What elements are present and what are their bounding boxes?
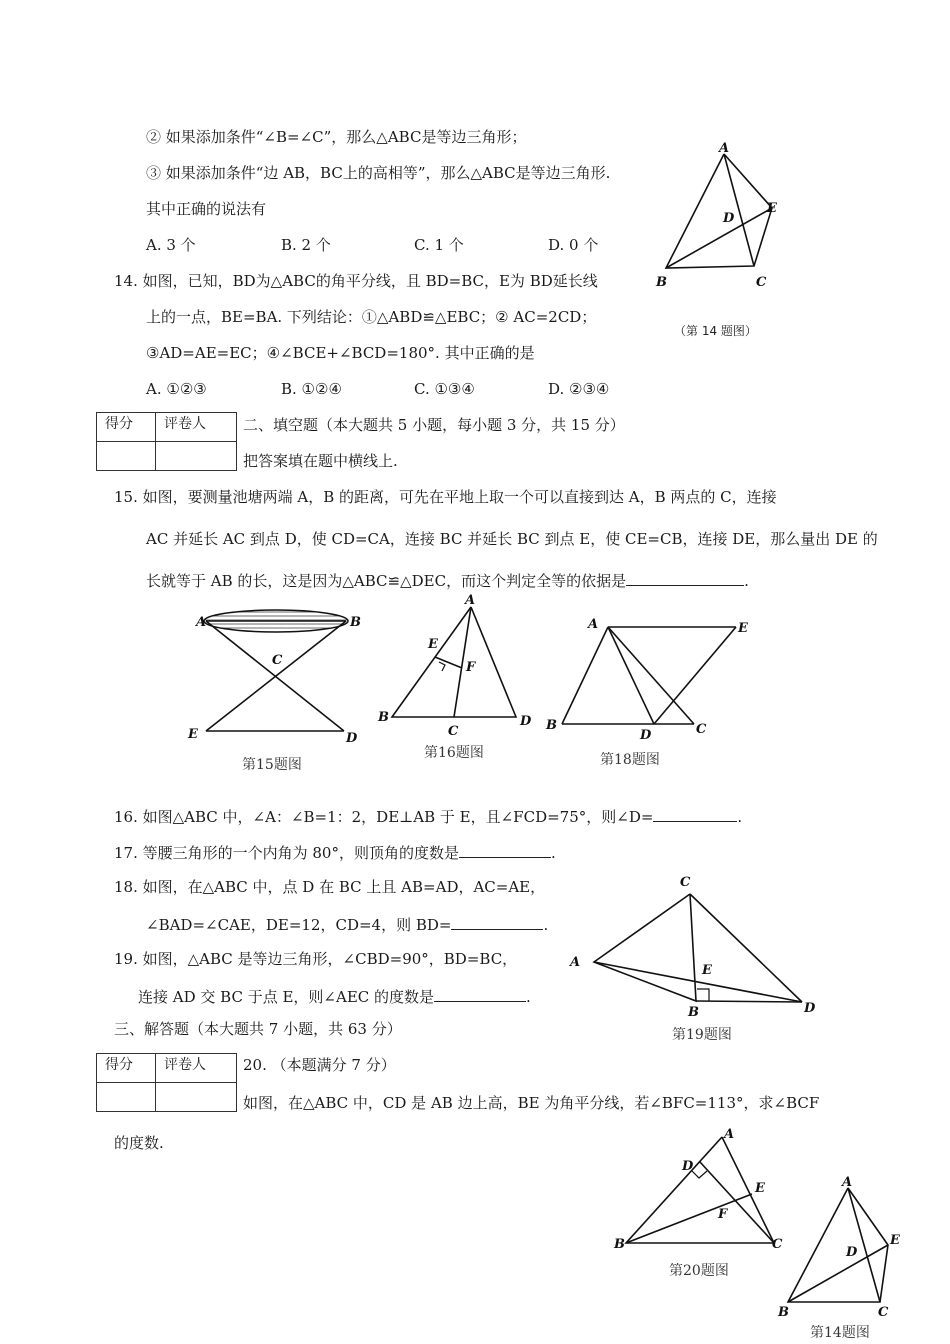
- label-b: B: [614, 1237, 625, 1252]
- figure-q14-top: [650, 140, 780, 290]
- label-e: E: [738, 621, 748, 636]
- label-e: E: [767, 201, 777, 216]
- q18-answer-blank: [451, 913, 543, 930]
- q18-line-2: ∠BAD=∠CAE，DE=12，CD=4，则 BD= .: [146, 913, 548, 935]
- score-box-section-2: [96, 412, 237, 471]
- figure-14-bottom-caption: 第14题图: [810, 1325, 870, 1341]
- q17-answer-blank: [459, 841, 551, 858]
- section-2-title: 二、填空题（本大题共 5 小题，每小题 3 分，共 15 分）: [243, 416, 625, 434]
- score-cell: [97, 1083, 156, 1112]
- q20-header: 20. （本题满分 7 分）: [243, 1056, 396, 1074]
- q20-line-1: 如图，在△ABC 中，CD 是 AB 边上高，BE 为角平分线，若∠BFC=113°，求∠BCF: [243, 1094, 820, 1112]
- q13-option-d: D. 0 个: [548, 236, 599, 254]
- score-box-section-3: [96, 1053, 237, 1112]
- q14-option-d: D. ②③④: [548, 380, 610, 398]
- label-e: E: [428, 637, 438, 652]
- figure-q19: [566, 870, 826, 1020]
- label-b: B: [688, 1005, 699, 1020]
- label-a: A: [196, 615, 207, 630]
- figure-18-caption: 第18题图: [600, 752, 660, 768]
- q14-figure-caption: （第 14 题图）: [674, 324, 757, 338]
- q16-answer-blank: [653, 805, 737, 822]
- q15-line-2: AC 并延长 AC 到点 D，使 CD=CA，连接 BC 并延长 BC 到点 E，使 CE=CB，连接 DE，那么量出 DE 的: [146, 530, 878, 548]
- label-e: E: [188, 727, 198, 742]
- section-2-instruction: 把答案填在题中横线上.: [243, 452, 398, 470]
- q14-option-b: B. ①②④: [281, 380, 342, 398]
- label-d: D: [804, 1001, 816, 1016]
- q19-answer-blank: [434, 985, 526, 1002]
- label-d: D: [682, 1159, 694, 1174]
- label-a: A: [724, 1127, 735, 1142]
- q13-question: 其中正确的说法有: [146, 200, 267, 218]
- label-e: E: [702, 963, 712, 978]
- q20-line-2: 的度数.: [114, 1134, 164, 1152]
- label-a: A: [842, 1175, 853, 1190]
- label-f: F: [466, 660, 476, 675]
- q18-line-1: 18. 如图，在△ABC 中，点 D 在 BC 上且 AB=AD，AC=AE，: [114, 878, 546, 896]
- score-label: 得分: [97, 413, 156, 442]
- label-c: C: [878, 1305, 889, 1320]
- grader-label: 评卷人: [156, 413, 237, 442]
- q13-statement-3: ③ 如果添加条件“边 AB，BC上的高相等”，那么△ABC是等边三角形.: [146, 164, 611, 182]
- q13-option-b: B. 2 个: [281, 236, 331, 254]
- figure-q14-bottom: [776, 1175, 916, 1320]
- grader-cell: [156, 1083, 237, 1112]
- label-b: B: [378, 710, 389, 725]
- label-d: D: [723, 211, 735, 226]
- label-a: A: [570, 955, 581, 970]
- label-c: C: [756, 275, 767, 290]
- figure-q16: [376, 590, 536, 740]
- label-d: D: [346, 731, 358, 746]
- figure-19-caption: 第19题图: [672, 1027, 732, 1043]
- label-c: C: [448, 724, 459, 739]
- figure-20-caption: 第20题图: [669, 1263, 729, 1279]
- label-b: B: [656, 275, 667, 290]
- q13-option-c: C. 1 个: [414, 236, 464, 254]
- label-b: B: [350, 615, 361, 630]
- label-c: C: [772, 1237, 783, 1252]
- label-a: A: [465, 593, 476, 608]
- q15-line-1: 15. 如图，要测量池塘两端 A，B 的距离，可先在平地上取一个可以直接到达 A，B 两点的 C，连接: [114, 488, 777, 506]
- q15-answer-blank: [626, 569, 744, 586]
- grader-label: 评卷人: [156, 1054, 237, 1083]
- label-d: D: [846, 1245, 858, 1260]
- label-c: C: [696, 722, 707, 737]
- q14-line-3: ③AD=AE=EC；④∠BCE+∠BCD=180°. 其中正确的是: [146, 344, 535, 362]
- score-cell: [97, 442, 156, 471]
- q16-text: 16. 如图△ABC 中，∠A：∠B=1：2，DE⊥AB 于 E，且∠FCD=75°，则∠D= .: [114, 805, 742, 827]
- label-a: A: [588, 617, 599, 632]
- figure-q20: [612, 1120, 784, 1250]
- q14-line-1: 14. 如图，已知，BD为△ABC的角平分线，且 BD=BC，E为 BD延长线: [114, 272, 598, 290]
- label-c: C: [680, 875, 691, 890]
- label-b: B: [546, 718, 557, 733]
- label-f: F: [718, 1207, 728, 1222]
- q19-line-1: 19. 如图，△ABC 是等边三角形，∠CBD=90°，BD=BC，: [114, 950, 518, 968]
- label-d: D: [520, 714, 532, 729]
- q17-text: 17. 等腰三角形的一个内角为 80°，则顶角的度数是 .: [114, 841, 556, 863]
- figure-15-caption: 第15题图: [242, 757, 302, 773]
- q14-option-c: C. ①③④: [414, 380, 475, 398]
- score-label: 得分: [97, 1054, 156, 1083]
- q13-option-a: A. 3 个: [146, 236, 196, 254]
- label-e: E: [755, 1181, 765, 1196]
- label-a: A: [719, 141, 730, 156]
- q15-line-3: 长就等于 AB 的长，这是因为△ABC≌△DEC，而这个判定全等的依据是 .: [146, 569, 749, 591]
- label-b: B: [778, 1305, 789, 1320]
- label-c: C: [272, 653, 283, 668]
- label-e: E: [890, 1233, 900, 1248]
- section-3-title: 三、解答题（本大题共 7 小题，共 63 分）: [114, 1020, 402, 1038]
- grader-cell: [156, 442, 237, 471]
- q14-option-a: A. ①②③: [146, 380, 207, 398]
- label-d: D: [640, 728, 652, 743]
- figure-q18: [544, 612, 764, 742]
- q19-line-2: 连接 AD 交 BC 于点 E，则∠AEC 的度数是 .: [138, 985, 531, 1007]
- figure-16-caption: 第16题图: [424, 745, 484, 761]
- figure-q15: [188, 602, 366, 752]
- q14-line-2: 上的一点，BE=BA. 下列结论：①△ABD≌△EBC；② AC=2CD；: [146, 308, 597, 326]
- q13-statement-2: ② 如果添加条件“∠B=∠C”，那么△ABC是等边三角形；: [146, 128, 527, 146]
